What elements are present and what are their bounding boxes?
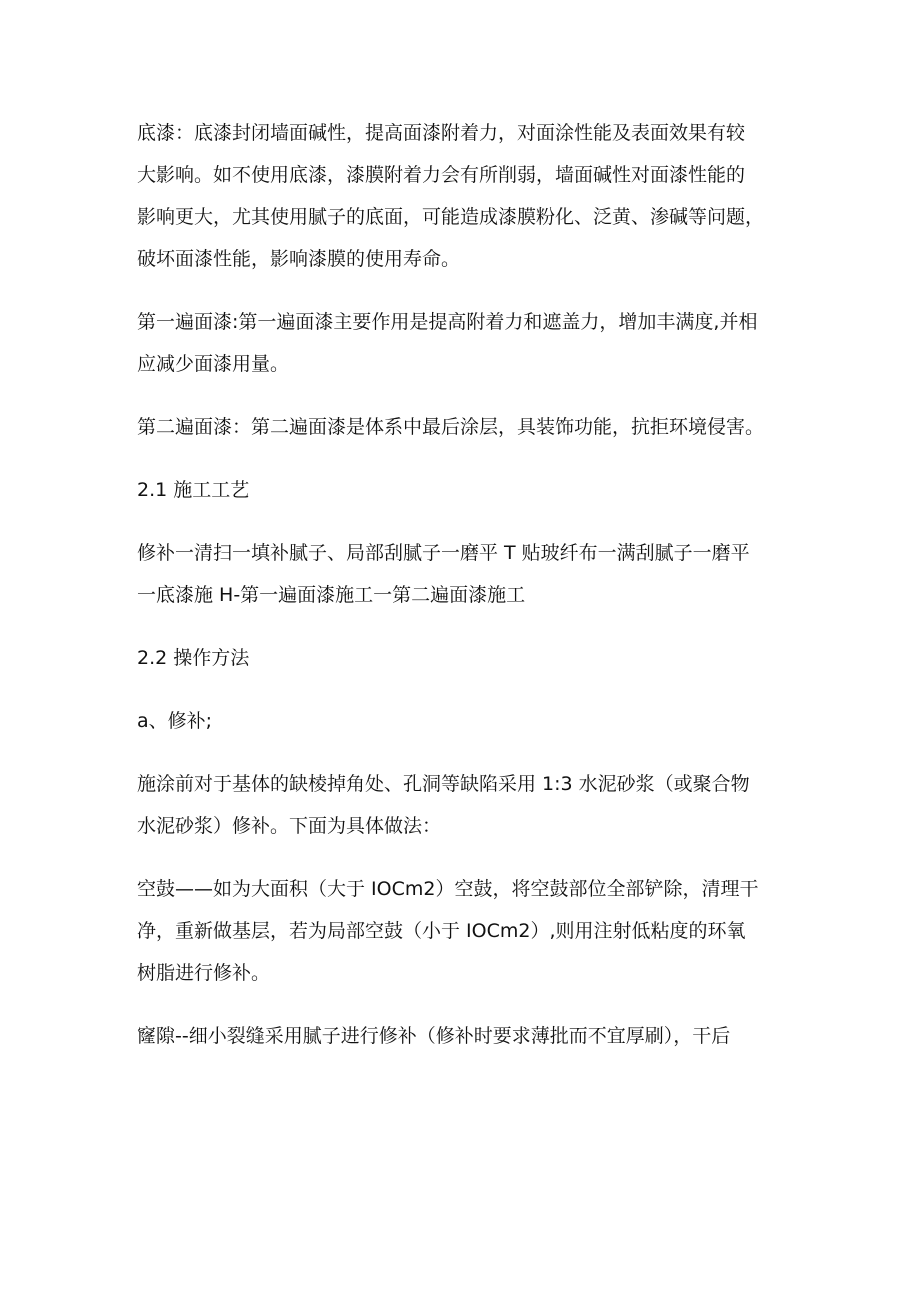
text-line: 窿隙--细小裂缝采用腻子进行修补（修补时要求薄批而不宜厚刷），干后	[137, 1025, 731, 1047]
paragraph-process-flow	[137, 532, 797, 616]
subheading-repair	[137, 700, 797, 742]
section-heading-2-2	[137, 637, 797, 679]
text-line: 破坏面漆性能，影响漆膜的使用寿命。	[137, 248, 461, 270]
text-line: a、修补;	[137, 710, 213, 732]
text-line: 影响更大，尤其使用腻子的底面，可能造成漆膜粉化、泛黄、渗碱等问题，	[137, 206, 765, 228]
heading-line: 2.1 施工工艺	[137, 479, 250, 501]
text-line: 施涂前对于基体的缺棱掉角处、孔洞等缺陷采用 1:3 水泥砂浆（或聚合物	[137, 773, 750, 795]
text-line: 应减少面漆用量。	[137, 353, 290, 375]
heading-line: 2.2 操作方法	[137, 647, 250, 669]
paragraph-repair-method	[137, 763, 797, 847]
text-line: 第一遍面漆:第一遍面漆主要作用是提高附着力和遮盖力，增加丰满度,并相	[137, 311, 758, 333]
paragraph-hollowing	[137, 868, 797, 994]
text-line: 底漆：底漆封闭墙面碱性，提高面漆附着力，对面涂性能及表面效果有较	[137, 122, 746, 144]
paragraph-first-topcoat	[137, 301, 797, 385]
text-line: 净，重新做基层，若为局部空鼓（小于 IOCm2）,则用注射低粘度的环氧	[137, 920, 746, 942]
paragraph-primer	[137, 112, 797, 280]
paragraph-second-topcoat	[137, 406, 797, 448]
text-line: 修补一清扫一填补腻子、局部刮腻子一磨平 T 贴玻纤布一满刮腻子一磨平	[137, 542, 750, 564]
text-line: 空鼓——如为大面积（大于 IOCm2）空鼓，将空鼓部位全部铲除，清理干	[137, 878, 759, 900]
paragraph-cracks	[137, 1015, 797, 1057]
text-line: 大影响。如不使用底漆，漆膜附着力会有所削弱，墙面碱性对面漆性能的	[137, 164, 746, 186]
text-line: 一底漆施 H-第一遍面漆施工一第二遍面漆施工	[137, 584, 526, 606]
document-body	[137, 112, 797, 1078]
text-line: 第二遍面漆：第二遍面漆是体系中最后涂层，具装饰功能，抗拒环境侵害。	[137, 416, 765, 438]
text-line: 水泥砂浆）修补。下面为具体做法：	[137, 815, 442, 837]
section-heading-2-1	[137, 469, 797, 511]
text-line: 树脂进行修补。	[137, 962, 271, 984]
